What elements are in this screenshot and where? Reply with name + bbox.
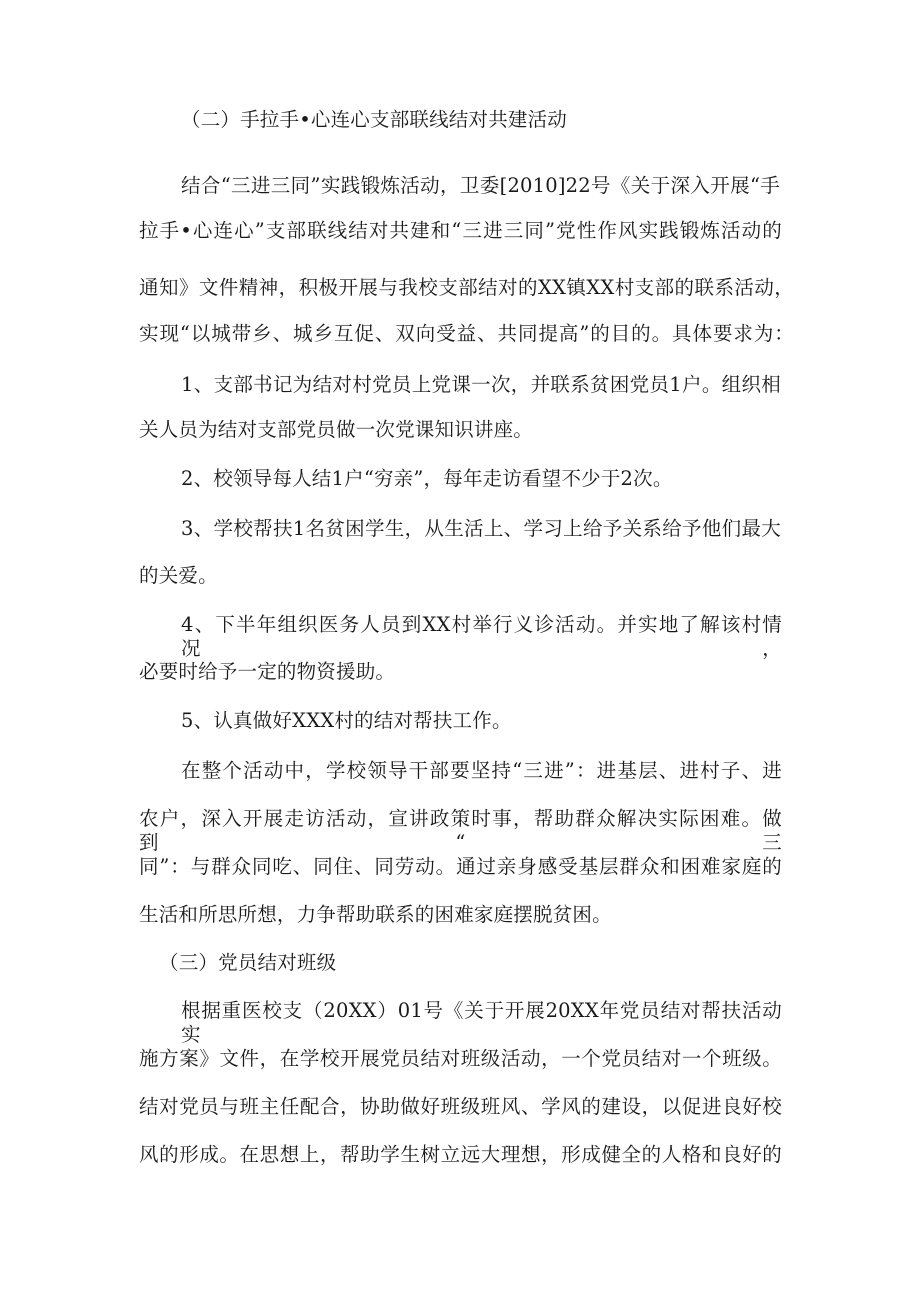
paragraph-line: 结对党员与班主任配合，协助做好班级班风、学风的建设，以促进良好校 <box>139 1095 782 1118</box>
paragraph-line: 根据重医校支（20XX）01号《关于开展20XX年党员结对帮扶活动实 <box>181 999 782 1046</box>
list-item: 2、校领导每人结1户“穷亲”，每年走访看望不少于2次。 <box>181 467 673 490</box>
section-heading: （三）党员结对班级 <box>159 951 337 974</box>
list-item: 1、支部书记为结对村党员上党课一次，并联系贫困党员1户。组织相 <box>181 373 781 396</box>
paragraph-line: 同”：与群众同吃、同住、同劳动。通过亲身感受基层群众和困难家庭的 <box>139 855 782 878</box>
paragraph-line: 通知》文件精神，积极开展与我校支部结对的XX镇XX村支部的联系活动， <box>139 276 794 299</box>
paragraph-line: 生活和所思所想，力争帮助联系的困难家庭摆脱贫困。 <box>139 903 612 926</box>
paragraph-line: 在整个活动中，学校领导干部要坚持“三进”：进基层、进村子、进 <box>181 759 782 782</box>
list-item: 必要时给予一定的物资援助。 <box>139 660 396 683</box>
paragraph-line: 农户，深入开展走访活动，宣讲政策时事，帮助群众解决实际困难。做到“三 <box>139 807 782 854</box>
list-item: 3、学校帮扶1名贫困学生，从生活上、学习上给予关系给予他们最大 <box>181 517 781 540</box>
section-heading: （二）手拉手•心连心支部联线结对共建活动 <box>181 108 568 131</box>
paragraph-line: 施方案》文件，在学校开展党员结对班级活动，一个党员结对一个班级。 <box>139 1047 782 1070</box>
list-item: 5、认真做好XXX村的结对帮扶工作。 <box>181 709 512 732</box>
paragraph-line: 实现“以城带乡、城乡互促、双向受益、共同提高”的目的。具体要求为： <box>139 322 794 345</box>
paragraph-line: 拉手•心连心”支部联线结对共建和“三进三同”党性作风实践锻炼活动的 <box>139 219 782 242</box>
paragraph-line: 结合“三进三同”实践锻炼活动，卫委[2010]22号《关于深入开展“手 <box>181 174 780 197</box>
list-item: 关人员为结对支部党员做一次党课知识讲座。 <box>139 418 534 441</box>
list-item: 的关爱。 <box>139 564 218 587</box>
paragraph-line: 风的形成。在思想上，帮助学生树立远大理想，形成健全的人格和良好的 <box>139 1143 782 1166</box>
list-item: 4、下半年组织医务人员到XX村举行义诊活动。并实地了解该村情况， <box>181 613 782 660</box>
